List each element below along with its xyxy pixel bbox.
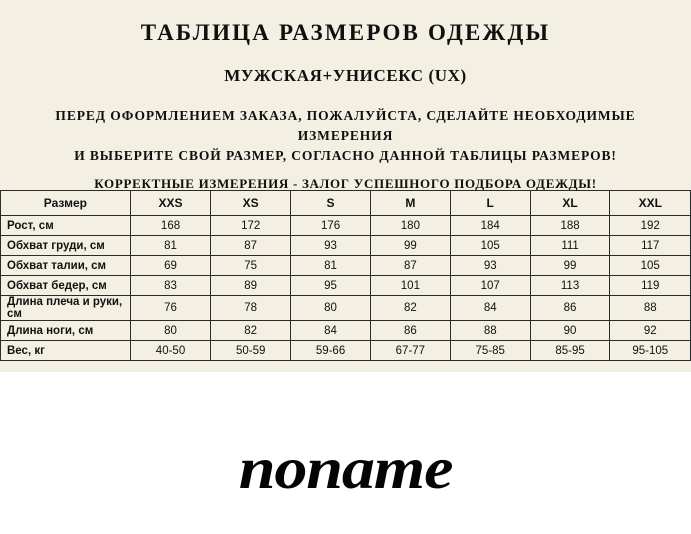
header-size-xs: XS [211, 191, 291, 216]
cell-hips-m: 101 [370, 276, 450, 296]
cell-hips-xxs: 83 [130, 276, 211, 296]
cell-chest-xs: 87 [211, 236, 291, 256]
page-title: ТАБЛИЦА РАЗМЕРОВ ОДЕЖДЫ [140, 20, 551, 45]
cell-weight-s: 59-66 [291, 341, 371, 361]
cell-sleeve-xxl: 88 [610, 296, 691, 321]
row-label-weight: Вес, кг [1, 341, 131, 361]
cell-height-xl: 188 [530, 216, 610, 236]
cell-height-s: 176 [291, 216, 371, 236]
size-table [0, 190, 691, 361]
table-row [1, 216, 691, 236]
header-size-xl: XL [530, 191, 610, 216]
cell-height-xs: 172 [211, 216, 291, 236]
page-subtitle: МУЖСКАЯ+УНИСЕКС (UX) [224, 66, 467, 85]
header-size-s: S [291, 191, 371, 216]
cell-chest-xxs: 81 [130, 236, 211, 256]
cell-waist-xl: 99 [530, 256, 610, 276]
table-row [1, 296, 691, 321]
cell-hips-xs: 89 [211, 276, 291, 296]
cell-chest-m: 99 [370, 236, 450, 256]
cell-hips-l: 107 [450, 276, 530, 296]
row-label-chest: Обхват груди, см [1, 236, 131, 256]
row-label-inseam: Длина ноги, см [1, 321, 131, 341]
cell-sleeve-xxs: 76 [130, 296, 211, 321]
table-header-row [1, 191, 691, 216]
header-size: Размер [1, 191, 131, 216]
cell-waist-xxs: 69 [130, 256, 211, 276]
cell-hips-xxl: 119 [610, 276, 691, 296]
size-table-body [1, 216, 691, 361]
cell-hips-xl: 113 [530, 276, 610, 296]
cell-weight-xxs: 40-50 [130, 341, 211, 361]
brand-logo: noname [238, 435, 453, 501]
cell-waist-m: 87 [370, 256, 450, 276]
intro-line-2: И ВЫБЕРИТЕ СВОЙ РАЗМЕР, СОГЛАСНО ДАННОЙ ТАБЛИЦЫ РАЗМЕРОВ! [74, 148, 617, 163]
cell-sleeve-s: 80 [291, 296, 371, 321]
cell-chest-l: 105 [450, 236, 530, 256]
cell-height-xxl: 192 [610, 216, 691, 236]
cell-inseam-xl: 90 [530, 321, 610, 341]
cell-inseam-m: 86 [370, 321, 450, 341]
logo-section [0, 372, 691, 534]
cell-waist-xs: 75 [211, 256, 291, 276]
cell-sleeve-l: 84 [450, 296, 530, 321]
row-label-waist: Обхват талии, см [1, 256, 131, 276]
cell-weight-l: 75-85 [450, 341, 530, 361]
cell-height-xxs: 168 [130, 216, 211, 236]
header-size-l: L [450, 191, 530, 216]
table-row [1, 276, 691, 296]
row-label-sleeve: Длина плеча и руки, см [1, 296, 131, 321]
cell-chest-s: 93 [291, 236, 371, 256]
intro-line-3: КОРРЕКТНЫЕ ИЗМЕРЕНИЯ - ЗАЛОГ УСПЕШНОГО ПОДБОРА ОДЕЖДЫ! [94, 176, 597, 191]
row-label-height: Рост, см [1, 216, 131, 236]
cell-height-l: 184 [450, 216, 530, 236]
cell-chest-xl: 111 [530, 236, 610, 256]
table-row [1, 341, 691, 361]
cell-inseam-xxl: 92 [610, 321, 691, 341]
cell-hips-s: 95 [291, 276, 371, 296]
header-size-xxs: XXS [130, 191, 211, 216]
cell-waist-s: 81 [291, 256, 371, 276]
cell-weight-xs: 50-59 [211, 341, 291, 361]
cell-weight-m: 67-77 [370, 341, 450, 361]
size-table-head [1, 191, 691, 216]
cell-chest-xxl: 117 [610, 236, 691, 256]
cell-weight-xxl: 95-105 [610, 341, 691, 361]
intro-line-1: ПЕРЕД ОФОРМЛЕНИЕМ ЗАКАЗА, ПОЖАЛУЙСТА, СДЕЛАЙТЕ НЕОБХОДИМЫЕ ИЗМЕРЕНИЯ [55, 108, 636, 143]
cell-height-m: 180 [370, 216, 450, 236]
cell-inseam-xxs: 80 [130, 321, 211, 341]
cell-sleeve-xs: 78 [211, 296, 291, 321]
cell-inseam-xs: 82 [211, 321, 291, 341]
header-size-m: M [370, 191, 450, 216]
cell-waist-xxl: 105 [610, 256, 691, 276]
cell-sleeve-m: 82 [370, 296, 450, 321]
table-row [1, 256, 691, 276]
cell-sleeve-xl: 86 [530, 296, 610, 321]
cell-waist-l: 93 [450, 256, 530, 276]
table-row [1, 236, 691, 256]
intro-text [16, 86, 676, 194]
cell-inseam-l: 88 [450, 321, 530, 341]
row-label-hips: Обхват бедер, см [1, 276, 131, 296]
header-size-xxl: XXL [610, 191, 691, 216]
table-row [1, 321, 691, 341]
cell-weight-xl: 85-95 [530, 341, 610, 361]
cell-inseam-s: 84 [291, 321, 371, 341]
